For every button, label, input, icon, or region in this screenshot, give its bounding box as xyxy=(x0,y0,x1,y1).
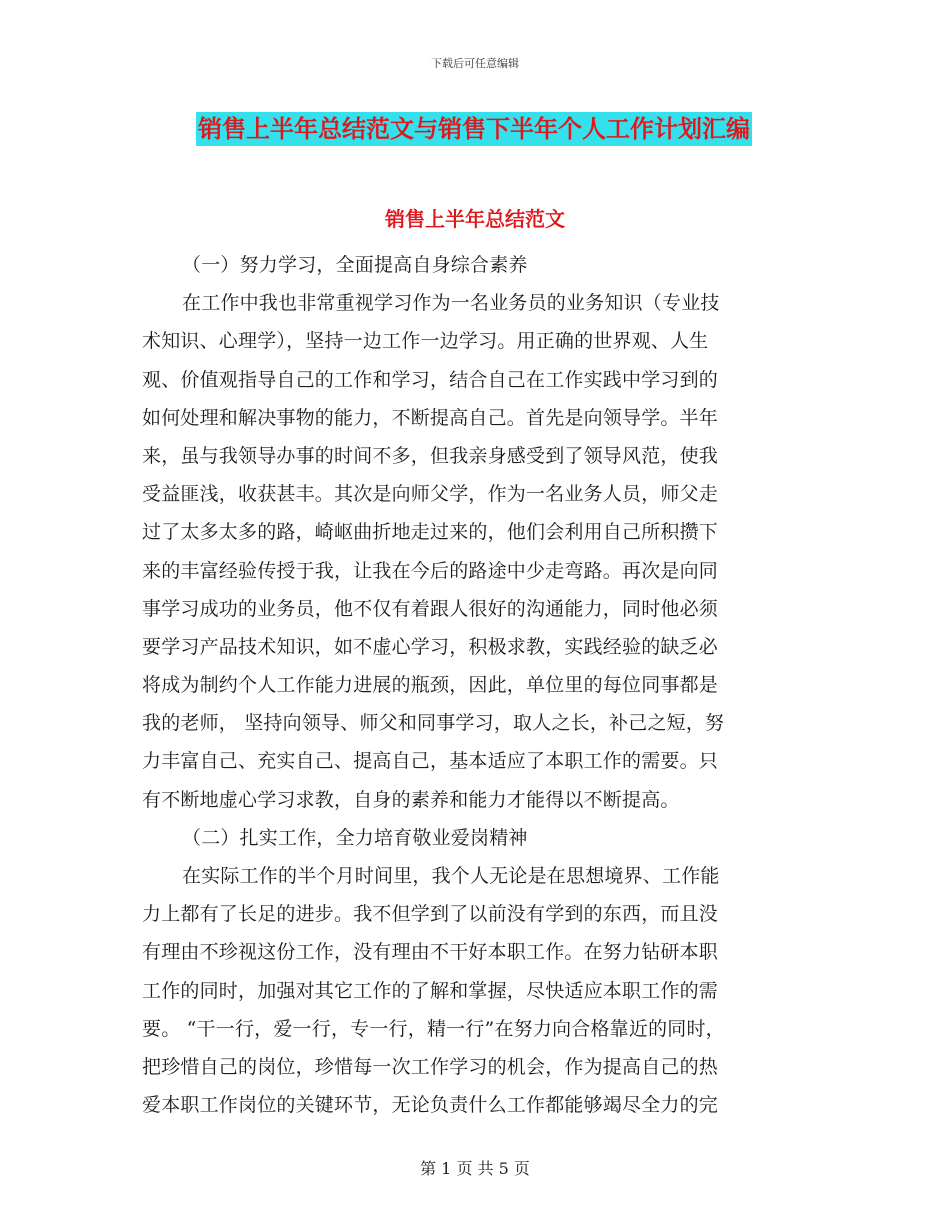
paragraph-line: 要学习产品技术知识，如不虚心学习，积极求教，实践经验的缺乏必 xyxy=(142,635,719,658)
paragraph-line: 要。 “干一行，爱一行，专一行，精一行”在努力向合格靠近的同时， xyxy=(142,1017,725,1040)
paragraph-line: 来，虽与我领导办事的时间不多，但我亲身感受到了领导风范，使我 xyxy=(142,444,719,467)
paragraph-line: 工作的同时，加强对其它工作的了解和掌握，尽快适应本职工作的需 xyxy=(142,979,719,1002)
paragraph-line: 来的丰富经验传授于我，让我在今后的路途中少走弯路。再次是向同 xyxy=(142,559,719,582)
body-text xyxy=(142,246,814,1124)
document-title: 销售上半年总结范文与销售下半年个人工作计划汇编 xyxy=(196,112,752,146)
page-footer: 第 1 页 共 5 页 xyxy=(420,1159,530,1178)
paragraph-line: 受益匪浅，收获甚丰。其次是向师父学，作为一名业务人员，师父走 xyxy=(142,483,719,506)
paragraph-line: 我的老师， 坚持向领导、师父和同事学习，取人之长，补己之短，努 xyxy=(142,712,725,735)
paragraph-line: 术知识、心理学），坚持一边工作一边学习。用正确的世界观、人生 xyxy=(142,330,709,353)
section-title: 销售上半年总结范文 xyxy=(385,207,565,231)
paragraph-line: 有不断地虚心学习求教，自身的素养和能力才能得以不断提高。 xyxy=(142,788,680,811)
page-header-note: 下载后可任意编辑 xyxy=(431,57,519,70)
paragraph-line: 观、价值观指导自己的工作和学习，结合自己在工作实践中学习到的 xyxy=(142,368,719,391)
paragraph-line: 过了太多太多的路，崎岖曲折地走过来的，他们会利用自己所积攒下 xyxy=(142,521,719,544)
paragraph-line: 力上都有了长足的进步。我不但学到了以前没有学到的东西，而且没 xyxy=(142,903,719,926)
paragraph-line: 爱本职工作岗位的关键环节，无论负责什么工作都能够竭尽全力的完 xyxy=(142,1094,719,1117)
paragraph-line: 将成为制约个人工作能力进展的瓶颈，因此，单位里的每位同事都是 xyxy=(142,674,719,697)
paragraph-line: 如何处理和解决事物的能力，不断提高自己。首先是向领导学。半年 xyxy=(142,406,719,429)
subsection-heading: （一）努力学习，全面提高自身综合素养 xyxy=(182,254,528,276)
paragraph-line: 在实际工作的半个月时间里，我个人无论是在思想境界、工作能 xyxy=(182,865,720,887)
paragraph-line: 在工作中我也非常重视学习作为一名业务员的业务知识（专业技 xyxy=(182,292,720,315)
paragraph-line: 事学习成功的业务员，他不仅有着跟人很好的沟通能力，同时他必须 xyxy=(142,597,719,620)
paragraph-line: 力丰富自己、充实自己、提高自己，基本适应了本职工作的需要。只 xyxy=(142,750,719,773)
paragraph-line: 把珍惜自己的岗位，珍惜每一次工作学习的机会，作为提高自己的热 xyxy=(142,1055,719,1078)
paragraph-line: 有理由不珍视这份工作，没有理由不干好本职工作。在努力钻研本职 xyxy=(142,941,719,964)
subsection-heading: （二）扎实工作，全力培育敬业爱岗精神 xyxy=(182,826,528,849)
